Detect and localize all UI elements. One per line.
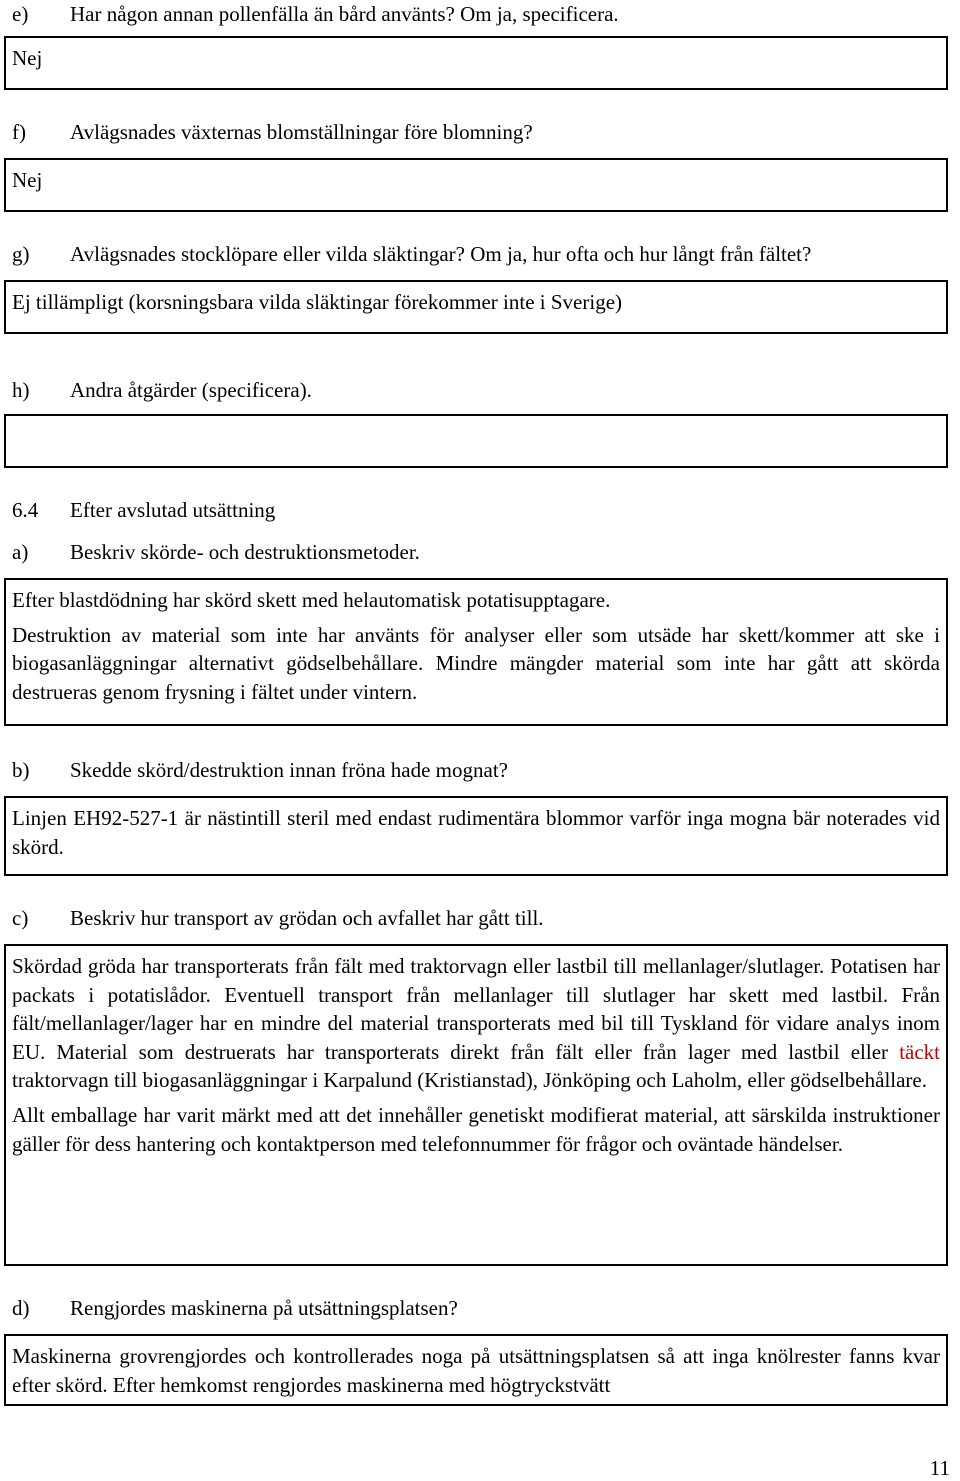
answer-paragraph: Destruktion av material som inte har använts för analyser eller som utsäde har skett/kommer att ske i biogasanläggningar alternativt gödselbehållare. Mindre mängder material som inte har gått att skörda destrueras genom frysning i fältet under vintern. <box>12 622 940 704</box>
answer-box-a <box>4 578 948 726</box>
question-label: a) <box>12 540 29 564</box>
question-label: c) <box>12 906 29 930</box>
question-text: Avlägsnades stocklöpare eller vilda släktingar? Om ja, hur ofta och hur långt från fältet? <box>70 242 812 266</box>
section-title: Efter avslutad utsättning <box>70 498 276 522</box>
answer-text: Linjen EH92-527-1 är nästintill steril med endast rudimentära blommor varför inga mogna bär noterades vid skörd. <box>12 806 940 859</box>
question-text: Beskriv skörde- och destruktionsmetoder. <box>70 540 420 564</box>
question-d <box>12 1294 458 1322</box>
answer-paragraph: Allt emballage har varit märkt med att det innehåller genetiskt modifierat material, att särskilda instruktioner gäller för dess hantering och kontaktperson med telefonnummer för frågor och oväntade händelser. <box>12 1102 940 1156</box>
answer-text: Nej <box>12 46 43 70</box>
question-text: Avlägsnades växternas blomställningar före blomning? <box>70 120 533 144</box>
question-b <box>12 756 508 784</box>
question-label: f) <box>12 120 26 144</box>
page-number: 11 <box>929 1456 950 1480</box>
question-h <box>12 376 312 404</box>
question-f <box>12 118 533 146</box>
answer-box-f <box>4 158 948 212</box>
question-g <box>12 240 811 268</box>
section-heading <box>12 496 275 524</box>
answer-paragraph: Efter blastdödning har skörd skett med helautomatisk potatisupptagare. <box>12 588 611 612</box>
answer-box-d <box>4 1334 948 1406</box>
question-label: e) <box>12 2 29 26</box>
question-label: g) <box>12 242 30 266</box>
answer-text: Maskinerna grovrengjordes och kontrollerades noga på utsättningsplatsen så att inga knölrester fanns kvar efter skörd. Efter hemkomst rengjordes maskinerna med högtryckstvätt <box>12 1344 940 1397</box>
question-label: h) <box>12 378 30 402</box>
answer-paragraph <box>12 952 940 1095</box>
question-a <box>12 538 420 566</box>
answer-text: Ej tillämpligt (korsningsbara vilda släktingar förekommer inte i Sverige) <box>12 290 623 314</box>
question-c <box>12 904 544 932</box>
text-run: traktorvagn till biogasanläggningar i Karpalund (Kristianstad), Jönköping och Laholm, eller gödselbehållare. <box>12 1068 927 1093</box>
question-text: Skedde skörd/destruktion innan fröna hade mognat? <box>70 758 508 782</box>
question-label: b) <box>12 758 30 782</box>
highlighted-word: täckt <box>899 1039 940 1064</box>
question-text: Andra åtgärder (specificera). <box>70 378 312 402</box>
answer-box-h <box>4 414 948 468</box>
answer-box-b <box>4 796 948 876</box>
question-text: Beskriv hur transport av grödan och avfallet har gått till. <box>70 906 544 930</box>
answer-box-e <box>4 36 948 90</box>
question-text: Rengjordes maskinerna på utsättningsplatsen? <box>70 1296 458 1320</box>
answer-text: Nej <box>12 168 43 192</box>
answer-box-g <box>4 280 948 334</box>
section-number: 6.4 <box>12 498 39 522</box>
question-label: d) <box>12 1296 30 1320</box>
text-run: Skördad gröda har transporterats från fält med traktorvagn eller lastbil till mellanlager/slutlager. Potatisen har packats i potatislådor. Eventuell transport från mellanlager till slutlager har skett med lastbil. Från fält/mellanlager/lager har en mindre del material transporterats med bil till Tyskland för vidare analys inom EU. Material som destruerats har transporterats direkt från fält eller från lager med lastbil eller <box>12 954 940 1064</box>
question-text: Har någon annan pollenfälla än bård använts? Om ja, specificera. <box>70 2 619 26</box>
answer-box-c <box>4 944 948 1266</box>
question-e <box>12 0 619 28</box>
